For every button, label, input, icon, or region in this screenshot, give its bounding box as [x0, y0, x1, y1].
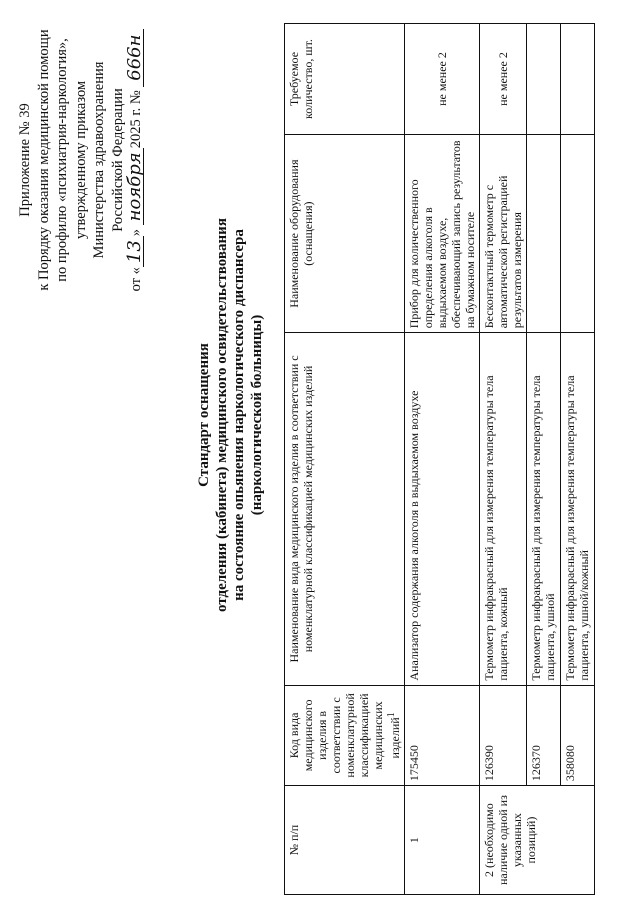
title-line: на состояние опьянения наркологического диспансера [231, 229, 247, 601]
row-name: Анализатор содержания алкоголя в выдыхаемом воздухе [405, 333, 480, 685]
header-name: Наименование вида медицинского изделия в соответствии с номенклатурной классификацией медицинских изделий [285, 333, 405, 685]
header-code [285, 685, 405, 786]
row-qty-empty [561, 24, 595, 135]
row-num: 1 [405, 786, 480, 895]
row-num: 2 (необходимо наличие одной из указанных позиций) [480, 786, 595, 895]
table-header-row [285, 24, 405, 895]
row-code: 126390 [480, 685, 527, 786]
row-qty: не менее 2 [480, 24, 527, 135]
appendix-number: Приложение № 39 [17, 103, 33, 217]
appendix-line: к Порядку оказания медицинской помощи [35, 29, 52, 291]
document-title [196, 175, 266, 655]
date-prefix: от « [128, 267, 144, 292]
row-equipment-empty [527, 135, 561, 333]
header-num: № п/п [285, 786, 405, 895]
footnote-mark: 1 [386, 712, 397, 718]
equipment-table [284, 23, 595, 895]
row-code: 175450 [405, 685, 480, 786]
handwritten-day: 13 [127, 236, 144, 267]
row-code: 358080 [561, 685, 595, 786]
order-date-line [124, 25, 146, 295]
header-qty: Требуемое количество, шт. [285, 24, 405, 135]
row-qty: не менее 2 [405, 24, 480, 135]
appendix-block [16, 25, 146, 295]
appendix-line: по профилю «психиатрия-наркология», [54, 38, 70, 282]
appendix-line: утвержденному приказом [72, 80, 89, 240]
table-row [480, 24, 527, 895]
header-equipment: Наименование оборудования (оснащения) [285, 135, 405, 333]
table-row [405, 24, 480, 895]
title-line: отделения (кабинета) медицинского освидетельствования [213, 218, 230, 612]
row-name: Термометр инфракрасный для измерения температуры тела пациента, ушной [527, 333, 561, 685]
title-line: Стандарт оснащения [196, 343, 212, 487]
header-code-text: Код вида медицинского изделия в соответствии с номенклатурной классификацией медицинских изделий [287, 693, 402, 778]
row-qty-empty [527, 24, 561, 135]
row-code: 126370 [527, 685, 561, 786]
row-equipment-empty [561, 135, 595, 333]
title-line: (наркологической больницы) [248, 314, 265, 516]
row-equipment: Прибор для количественного определения алкоголя в выдыхаемом воздухе, обеспечивающий запись результатов на бумажном носителе [405, 135, 480, 333]
table-row [527, 24, 561, 895]
handwritten-order-number: 666н [127, 29, 144, 87]
row-equipment: Бесконтактный термометр с автоматической регистрацией результатов измерения [480, 135, 527, 333]
handwritten-month: ноября [127, 148, 144, 225]
date-year: 2025 г. № [128, 90, 144, 149]
appendix-line: Российской Федерации [109, 88, 126, 232]
date-mid: » [128, 228, 144, 237]
table-row [561, 24, 595, 895]
appendix-line: Министерства здравоохранения [91, 61, 107, 259]
row-name: Термометр инфракрасный для измерения температуры тела пациента, ушной/кожный [561, 333, 595, 685]
row-name: Термометр инфракрасный для измерения температуры тела пациента, кожный [480, 333, 527, 685]
